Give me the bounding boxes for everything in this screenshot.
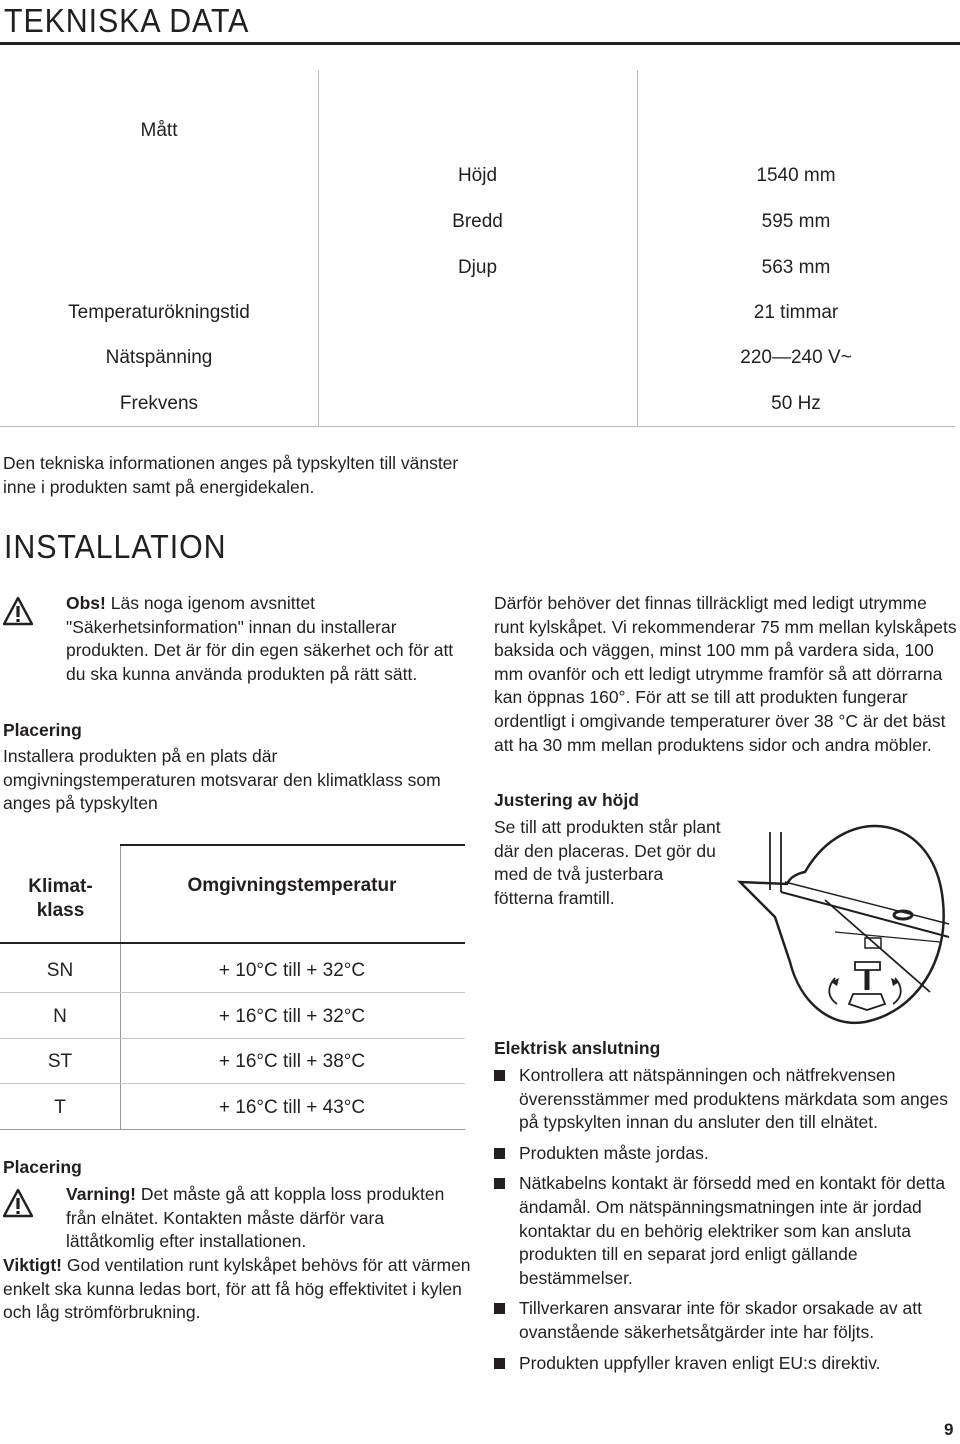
viktigt-text: God ventilation runt kylskåpet behövs för att värmen enkelt ska kunna ledas bort, för att få hög effektivitet i kylen och låg strömförbrukning. — [3, 1255, 471, 1323]
climate-row-rule — [0, 992, 465, 993]
bullet-text: Kontrollera att nätspänningen och nätfrekvensen överensstämmer med produktens märkdata som anges på typskylten innan du ansluter den till elnätet. — [519, 1065, 948, 1133]
section-title-tekniska-data: TEKNISKA DATA — [4, 2, 250, 39]
tech-value-djup: 563 mm — [761, 257, 831, 278]
viktigt-note — [3, 1254, 473, 1325]
elektrisk-list — [494, 1064, 960, 1382]
tech-label-natspanning: Nätspänning — [105, 347, 213, 368]
bullet-icon — [494, 1148, 505, 1159]
climate-column-divider — [120, 846, 121, 1130]
bullet-icon — [494, 1303, 505, 1314]
bullet-icon — [494, 1178, 505, 1189]
justering-heading: Justering av höjd — [494, 790, 639, 810]
climate-klass-n: N — [53, 1006, 67, 1027]
bullet-text: Nätkabelns kontakt är försedd med en kontakt för detta ändamål. Om nätspänningsmatningen inte är jordad kontaktar du en behörig elektriker som kan ansluta produkten till en separat jord enligt gällande bestämmelser. — [519, 1173, 946, 1288]
bullet-text: Produkten måste jordas. — [519, 1142, 709, 1163]
climate-header-klass: Klimat- klass — [28, 876, 93, 921]
tech-value-temperaturokningstid: 21 timmar — [753, 302, 839, 323]
obs-note — [66, 592, 466, 686]
bullet-text: Produkten uppfyller kraven enligt EU:s direktiv. — [519, 1352, 881, 1373]
section-title-installation: INSTALLATION — [4, 528, 227, 565]
bullet-icon — [494, 1358, 505, 1369]
placering2-heading: Placering — [3, 1157, 82, 1177]
height-adjust-illustration — [735, 812, 960, 1034]
placering-text: Installera produkten på en plats där omgivningstemperaturen motsvarar den klimatklass som anges på typskylten — [3, 746, 441, 814]
climate-bottom-rule — [0, 1129, 465, 1130]
bullet-icon — [494, 1070, 505, 1081]
tech-value-natspanning: 220—240 V~ — [740, 347, 852, 368]
climate-temp-sn: + 10°C till + 32°C — [218, 960, 366, 981]
elektrisk-heading: Elektrisk anslutning — [494, 1038, 661, 1058]
tech-label-matt: Mått — [140, 120, 178, 141]
tech-value-bredd: 595 mm — [761, 211, 831, 232]
climate-top-rule — [120, 844, 465, 846]
varning-text: Det måste gå att koppla loss produkten från elnätet. Kontakten måste därför vara lättåtkomlig efter installationen. — [66, 1184, 445, 1252]
bullet-text: Tillverkaren ansvarar inte för skador orsakade av att ovanstående säkerhetsåtgärder inte har följts. — [519, 1298, 923, 1342]
space-text: Därför behöver det finnas tillräckligt med ledigt utrymme runt kylskåpet. Vi rekommenderar 75 mm mellan kylskåpets baksida och väggen, minst 100 mm på vardera sida, 100 mm ovanför och ett ledigt utrymme framför så att dörrarna kan öppnas 160°. För att se till att produkten fungerar ordentligt i omgivande temperaturer över 38 °C är det bäst att ha 30 mm mellan produktens sidor och andra möbler. — [494, 593, 957, 755]
obs-label: Obs! — [66, 593, 106, 613]
climate-temp-t: + 16°C till + 43°C — [218, 1097, 366, 1118]
climate-klass-sn: SN — [46, 960, 74, 981]
climate-klass-st: ST — [47, 1051, 73, 1072]
table-bottom-rule — [0, 426, 955, 427]
placering-heading: Placering — [3, 720, 82, 740]
list-item — [494, 1352, 960, 1376]
climate-header-rule — [0, 942, 465, 944]
climate-klass-t: T — [54, 1097, 66, 1118]
tech-sub-djup: Djup — [457, 257, 498, 278]
viktigt-label: Viktigt! — [3, 1255, 62, 1275]
tech-label-temperaturokningstid: Temperaturökningstid — [68, 302, 250, 323]
list-item — [494, 1064, 960, 1135]
climate-temp-st: + 16°C till + 38°C — [218, 1051, 366, 1072]
justering-text: Se till att produkten står plant där den placeras. Det gör du med de två justerbara fötterna framtill. — [494, 817, 721, 908]
tech-sub-hojd: Höjd — [457, 165, 498, 186]
warning-icon — [3, 1188, 33, 1218]
column-divider — [637, 70, 638, 427]
varning-label: Varning! — [66, 1184, 137, 1204]
tech-note: Den tekniska informationen anges på typskylten till vänster inne i produkten samt på energidekalen. — [3, 453, 459, 497]
page-number: 9 — [944, 1420, 954, 1439]
tech-value-hojd: 1540 mm — [756, 165, 836, 186]
list-item — [494, 1172, 960, 1290]
tech-sub-bredd: Bredd — [452, 211, 503, 232]
varning-note — [66, 1183, 466, 1254]
climate-row-rule — [0, 1038, 465, 1039]
obs-text: Läs noga igenom avsnittet "Säkerhetsinformation" innan du installerar produkten. Det är för din egen säkerhet och för att du ska kunna använda produkten på rätt sätt. — [66, 593, 454, 684]
list-item — [494, 1142, 960, 1166]
title-rule — [0, 42, 960, 45]
climate-row-rule — [0, 1083, 465, 1084]
column-divider — [318, 70, 319, 427]
climate-header-temp: Omgivningstemperatur — [187, 875, 397, 896]
tech-label-frekvens: Frekvens — [119, 393, 199, 414]
tech-value-frekvens: 50 Hz — [771, 393, 821, 414]
list-item — [494, 1297, 960, 1344]
climate-temp-n: + 16°C till + 32°C — [218, 1006, 366, 1027]
warning-icon — [3, 596, 33, 626]
